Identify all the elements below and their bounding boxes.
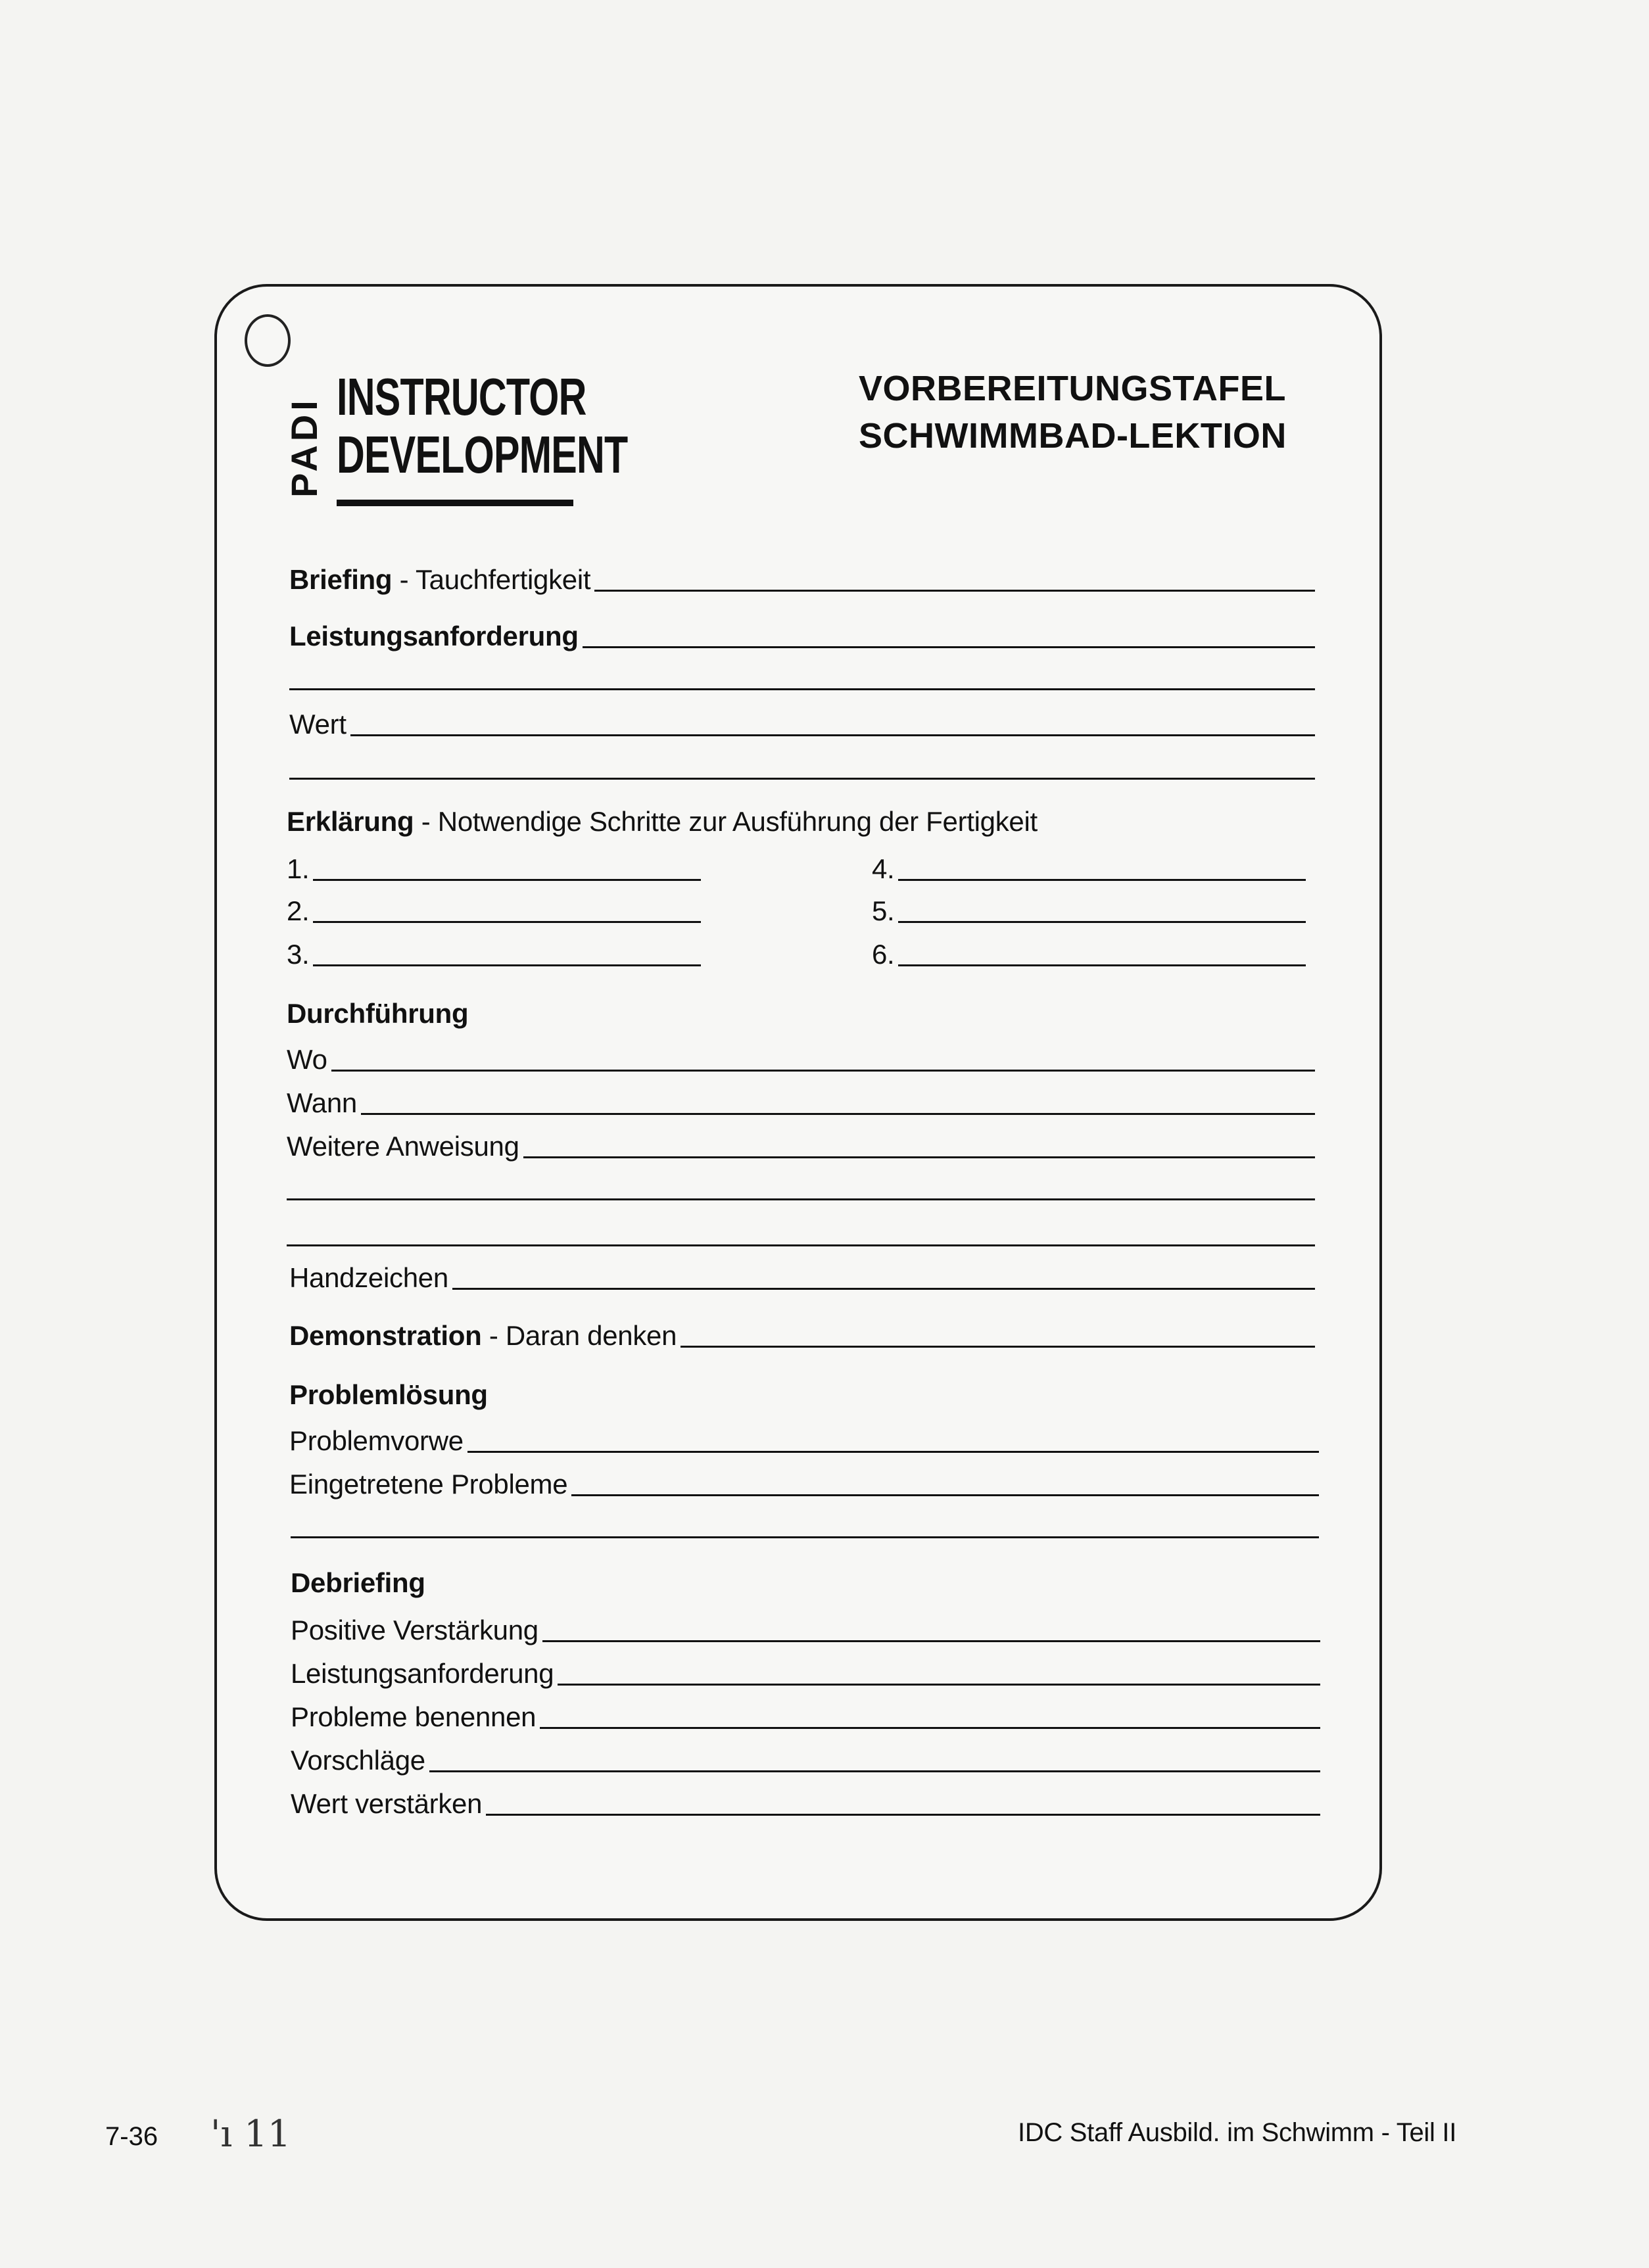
wert-field-2[interactable] <box>289 777 1315 780</box>
problemloesung-heading: Problemlösung <box>289 1379 488 1410</box>
wo-field[interactable] <box>331 1069 1315 1072</box>
debriefing-heading: Debriefing <box>291 1567 425 1598</box>
step-3 <box>287 933 701 970</box>
handwritten-note: 'ı 11 <box>210 2113 291 2156</box>
problemvorwe-row <box>289 1420 1319 1457</box>
demonstration-sublabel: - Daran denken <box>481 1320 677 1351</box>
step-5 <box>872 890 1306 927</box>
eingetretene-probleme-field[interactable] <box>571 1494 1319 1496</box>
padi-logo <box>283 367 628 519</box>
wo-row <box>287 1039 1315 1075</box>
punch-hole-icon <box>245 314 291 367</box>
weitere-anweisung-field-3[interactable] <box>287 1244 1315 1246</box>
step-5-label: 5. <box>872 895 895 926</box>
debrief-leistungsanforderung-row <box>291 1653 1320 1689</box>
title-line-1: VORBEREITUNGSTAFEL <box>859 369 1287 408</box>
step-3-label: 3. <box>287 939 310 970</box>
weitere-anweisung-field-2[interactable] <box>287 1198 1315 1200</box>
eingetretene-probleme-row <box>289 1463 1319 1500</box>
leistungsanforderung-label: Leistungsanforderung <box>289 621 579 651</box>
logo-padi-vertical: PADI <box>283 396 325 498</box>
step-2-label: 2. <box>287 895 310 926</box>
step-1 <box>287 848 701 885</box>
step-6-label: 6. <box>872 939 895 970</box>
demonstration-label: Demonstration <box>289 1320 482 1351</box>
step-1-label: 1. <box>287 853 310 884</box>
probleme-benennen-row <box>291 1696 1320 1733</box>
form-title <box>859 365 1287 460</box>
step-6-field[interactable] <box>898 964 1306 966</box>
step-2-field[interactable] <box>313 920 701 923</box>
weitere-anweisung-row <box>287 1125 1315 1162</box>
handzeichen-row <box>289 1257 1315 1294</box>
positive-verstaerkung-field[interactable] <box>542 1640 1320 1642</box>
briefing-row <box>289 559 1315 596</box>
wann-field[interactable] <box>361 1112 1315 1115</box>
vorschlaege-label: Vorschläge <box>291 1745 425 1776</box>
probleme-benennen-label: Probleme benennen <box>291 1701 537 1732</box>
logo-line-1: INSTRUCTOR <box>337 367 586 426</box>
briefing-label: Briefing <box>289 564 393 595</box>
step-3-field[interactable] <box>313 964 701 966</box>
positive-verstaerkung-row <box>291 1609 1320 1646</box>
demonstration-row <box>289 1315 1315 1352</box>
wert-field[interactable] <box>350 734 1315 736</box>
title-line-2: SCHWIMMBAD-LEKTION <box>859 416 1287 456</box>
handzeichen-label: Handzeichen <box>289 1262 448 1293</box>
logo-underline <box>337 500 573 506</box>
debrief-leistungsanforderung-label: Leistungsanforderung <box>291 1658 554 1689</box>
logo-line-2: DEVELOPMENT <box>337 425 628 484</box>
positive-verstaerkung-label: Positive Verstärkung <box>291 1615 538 1645</box>
erklaerung-heading: Erklärung - Notwendige Schritte zur Ausführung der Fertigkeit <box>287 806 1038 837</box>
demonstration-field[interactable] <box>681 1345 1315 1348</box>
vorschlaege-row <box>291 1739 1320 1776</box>
step-1-field[interactable] <box>313 878 701 881</box>
weitere-anweisung-label: Weitere Anweisung <box>287 1131 519 1162</box>
wert-verstaerken-row <box>291 1783 1320 1820</box>
step-4-label: 4. <box>872 853 895 884</box>
page-number: 7-36 <box>105 2122 158 2151</box>
debrief-leistungsanforderung-field[interactable] <box>558 1683 1320 1686</box>
eingetretene-probleme-field-2[interactable] <box>291 1536 1319 1538</box>
problemvorwe-field[interactable] <box>467 1450 1319 1453</box>
briefing-sublabel: - Tauchfertigkeit <box>392 564 591 595</box>
wann-label: Wann <box>287 1087 357 1118</box>
leistungsanforderung-row <box>289 615 1315 652</box>
wert-label: Wert <box>289 709 347 740</box>
leistungsanforderung-field[interactable] <box>583 646 1315 648</box>
wert-row <box>289 703 1315 740</box>
step-6 <box>872 933 1306 970</box>
vorschlaege-field[interactable] <box>429 1770 1320 1772</box>
step-2 <box>287 890 701 927</box>
step-4 <box>872 848 1306 885</box>
footer-title: IDC Staff Ausbild. im Schwimm - Teil II <box>1018 2118 1457 2147</box>
step-4-field[interactable] <box>898 878 1306 881</box>
probleme-benennen-field[interactable] <box>540 1726 1320 1729</box>
problemvorwe-label: Problemvorwe <box>289 1425 464 1456</box>
step-5-field[interactable] <box>898 920 1306 923</box>
briefing-field[interactable] <box>594 589 1315 592</box>
wert-verstaerken-field[interactable] <box>486 1813 1320 1816</box>
wert-verstaerken-label: Wert verstärken <box>291 1788 483 1819</box>
wann-row <box>287 1082 1315 1119</box>
weitere-anweisung-field[interactable] <box>523 1156 1315 1158</box>
leistungsanforderung-field-2[interactable] <box>289 688 1315 690</box>
eingetretene-probleme-label: Eingetretene Probleme <box>289 1469 568 1500</box>
handzeichen-field[interactable] <box>452 1287 1315 1290</box>
logo-text <box>337 368 627 484</box>
wo-label: Wo <box>287 1044 327 1075</box>
durchfuehrung-heading: Durchführung <box>287 998 469 1029</box>
